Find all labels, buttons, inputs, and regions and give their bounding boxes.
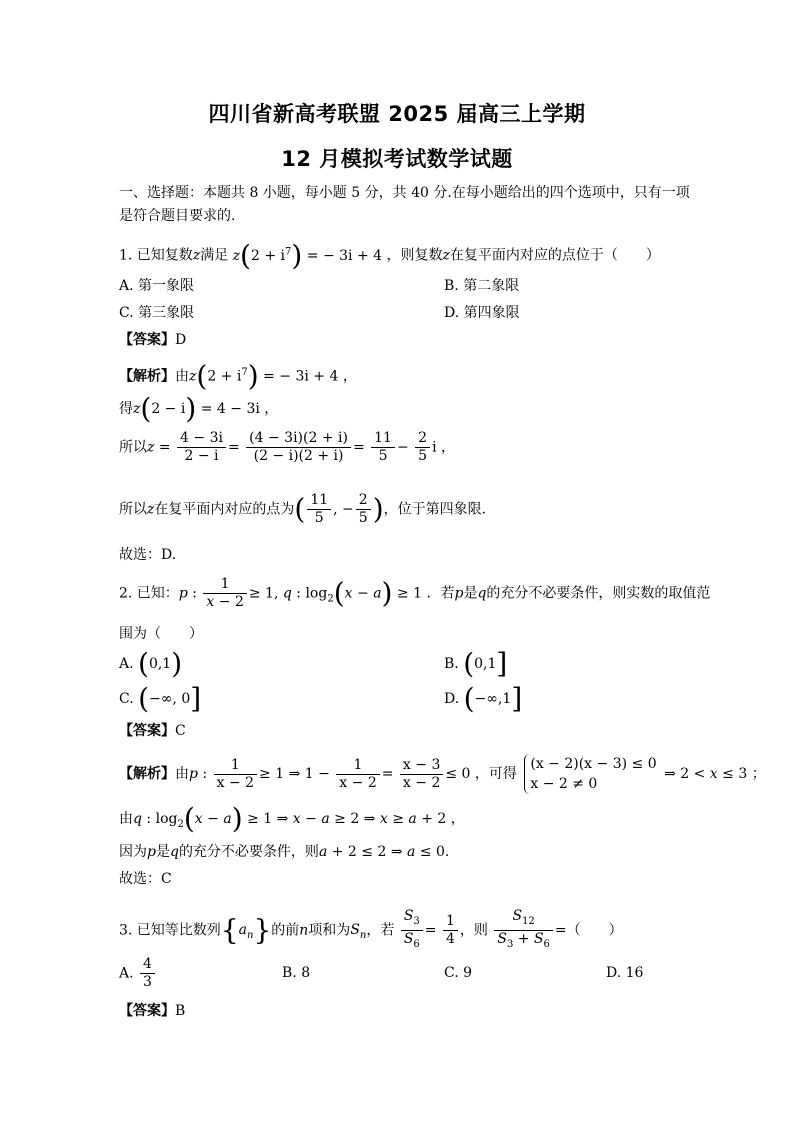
q2-analysis-step-1: 【解析】由p : $\frac{1}{x - 2}$ ≥ 1 ⇒ 1 − $\frac{1}{x - 2}$ = $\frac{x - 3}{x - 2}$ ≤ 0 ，可得 (x − 2)(x − 3) ≤ 0 x − 2 ≠ 0 ⇒ 2 < x ≤ 3 ； (119, 756, 766, 792)
q1-analysis-step-1: 【解析】由$z(2 + i^7)$ = − 3i + 4 ， (119, 359, 357, 393)
q1-conclusion: 故选：D. (119, 547, 177, 563)
q1-option-c: C. 第三象限 (119, 305, 195, 321)
q2-conclusion: 故选：C (119, 871, 172, 887)
q3-option-d: D. 16 (606, 965, 644, 981)
q3-answer: 【答案】B (119, 1003, 186, 1019)
q2-option-d: D. (−∞,1] (444, 682, 523, 715)
q1-analysis-step-3: 所以z = $\frac{4 - 3i}{2 - i}$ = $\frac{(4 - 3i)(2 + i)}{(2 - i)(2 + i)}$ = $\frac{11}{5}$ − $\frac{2}{5}$ i ， (119, 430, 456, 464)
q2-stem: 2. 已知：p : $\frac{1}{x - 2}$ ≥ 1, q : $\log_2(x - a) \ge 1$ ．若p是q的充分不必要条件，则实数的取值范 (119, 576, 711, 610)
section-heading-line-2: 是符合题目要求的. (119, 208, 236, 224)
q3-option-b: B. 8 (282, 965, 311, 981)
q2-option-c: C. (−∞, 0] (119, 682, 202, 715)
q2-stem-line-2: 围为（ ） (119, 626, 203, 642)
q3-stem: 3. 已知等比数列$\{a_n\}$的前n项和为$S_n$，若 $\frac{S_3}{S_6}$ = $\frac{1}{4}$ ，则 $\frac{S_{12}}{S_3 + S_6}$ =（ ） (119, 908, 623, 953)
q3-option-a: A. $\frac{4}{3}$ (119, 956, 157, 991)
q1-option-a: A. 第一象限 (119, 278, 195, 294)
q3-option-c: C. 9 (444, 965, 473, 981)
q1-condition-formula: $z(2 + i^7)$ = − 3i + 4 (232, 238, 383, 272)
q2-analysis-step-3: 因为p是q的充分不必要条件，则a + 2 ≤ 2 ⇒ a ≤ 0. (119, 844, 450, 860)
q1-analysis-step-2: 得z(2 − i) = 4 − 3i ， (119, 392, 279, 425)
q1-stem: 1. 已知复数z满足 $z(2 + i^7)$ = − 3i + 4 ，则复数z在复平面内对应的点位于（ ） (119, 238, 660, 272)
title-line-2: 12 月模拟考试数学试题 (281, 147, 513, 171)
q2-analysis-step-2: 由q : $\log_2(x - a) \ge 1$ ⇒ x − a ≥ 2 ⇒ x ≥ a + 2 ， (119, 802, 465, 835)
q2-answer: 【答案】C (119, 723, 186, 739)
q2-option-b: B. (0,1] (444, 647, 508, 680)
q2-option-a: A. (0,1) (119, 647, 183, 680)
q1-analysis-step-4: 所以z在复平面内对应的点为( $\frac{11}{5}$ , − $\frac{2}{5}$ )，位于第四象限. (119, 492, 487, 526)
section-heading-line-1: 一、选择题：本题共 8 小题，每小题 5 分，共 40 分.在每小题给出的四个选项中，只有一项 (119, 185, 690, 201)
q1-option-d: D. 第四象限 (444, 305, 520, 321)
q1-answer: 【答案】D (119, 332, 187, 348)
title-line-1: 四川省新高考联盟 2025 届高三上学期 (208, 102, 586, 126)
q1-option-b: B. 第二象限 (444, 278, 520, 294)
